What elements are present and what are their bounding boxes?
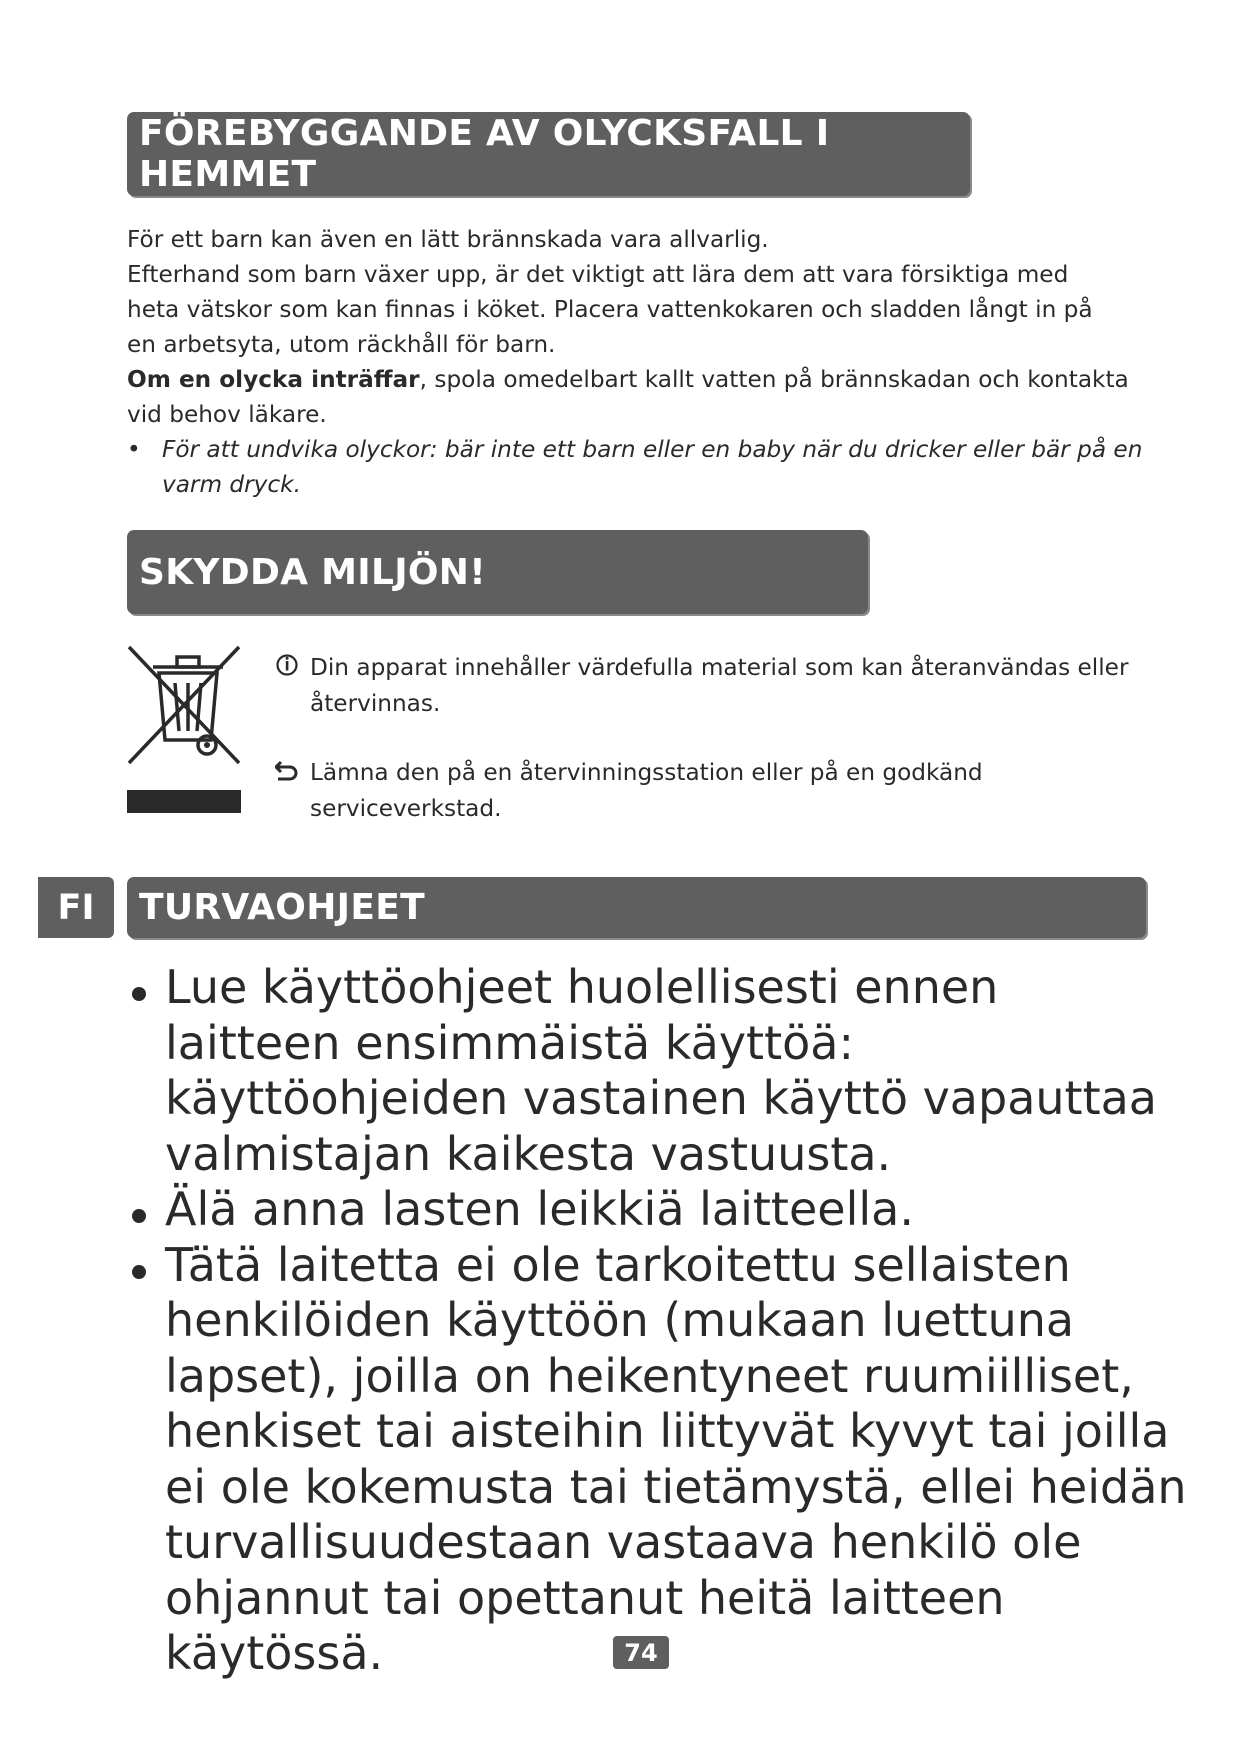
section-header-safety	[127, 877, 1146, 938]
section-title: SKYDDA MILJÖN!	[139, 551, 486, 593]
section-header-environment	[127, 530, 868, 614]
section-title: FÖREBYGGANDE AV OLYCKSFALL I HEMMET	[139, 113, 830, 195]
paragraph: För ett barn kan även en lätt brännskada vara allvarlig.	[127, 226, 769, 253]
language-tab: FI	[38, 877, 114, 938]
arrow-right-icon	[275, 755, 301, 791]
list-item: Älä anna lasten leikkiä laitteella.	[127, 1182, 1187, 1238]
arrow-text: Lämna den på en återvinningsstation eller på en godkänd serviceverkstad.	[310, 759, 983, 822]
paragraph	[127, 362, 1157, 432]
paragraph-rest: , spola omedelbart kallt vatten på brännskadan och kontakta vid behov läkare.	[127, 366, 1129, 428]
info-icon	[275, 650, 301, 686]
list-item: Lue käyttöohjeet huolellisesti ennen laitteen ensimmäistä käyttöä: käyttöohjeiden vastainen käyttö vapauttaa valmistajan kaikesta vastuusta.	[127, 960, 1187, 1182]
paragraph: Efterhand som barn växer upp, är det viktigt att lära dem att vara försiktiga med heta vätskor som kan finnas i köket. Placera vattenkokaren och sladden långt in på en arbetsyta, utom räckhåll för barn.	[127, 261, 1093, 358]
section-header-accident-prevention	[127, 112, 970, 196]
list-item: Tätä laitetta ei ole tarkoitettu sellaisten henkilöiden käyttöön (mukaan luettuna lapset), joilla on heikentyneet ruumiilliset, henkiset tai aisteihin liittyvät kyvyt tai joilla ei ole kokemusta tai tietämystä, ellei heidän turvallisuudestaan vastaava henkilö ole ohjannut tai opettanut heitä laitteen käytössä.	[127, 1238, 1187, 1682]
page-number: 74	[613, 1636, 669, 1669]
safety-instructions-list	[127, 960, 1187, 1682]
list-item: • För att undvika olyckor: bär inte ett barn eller en baby när du dricker eller bär på en varm dryck.	[127, 432, 1152, 502]
bold-lead: Om en olycka inträffar	[127, 366, 420, 393]
section-title: TURVAOHJEET	[139, 887, 425, 928]
environment-arrow-row	[275, 755, 1155, 827]
accident-prevention-body	[127, 222, 1157, 502]
environment-info-row	[275, 650, 1155, 722]
info-text: Din apparat innehåller värdefulla material som kan återanvändas eller återvinnas.	[310, 654, 1129, 717]
crossed-out-bin-icon	[127, 645, 243, 813]
